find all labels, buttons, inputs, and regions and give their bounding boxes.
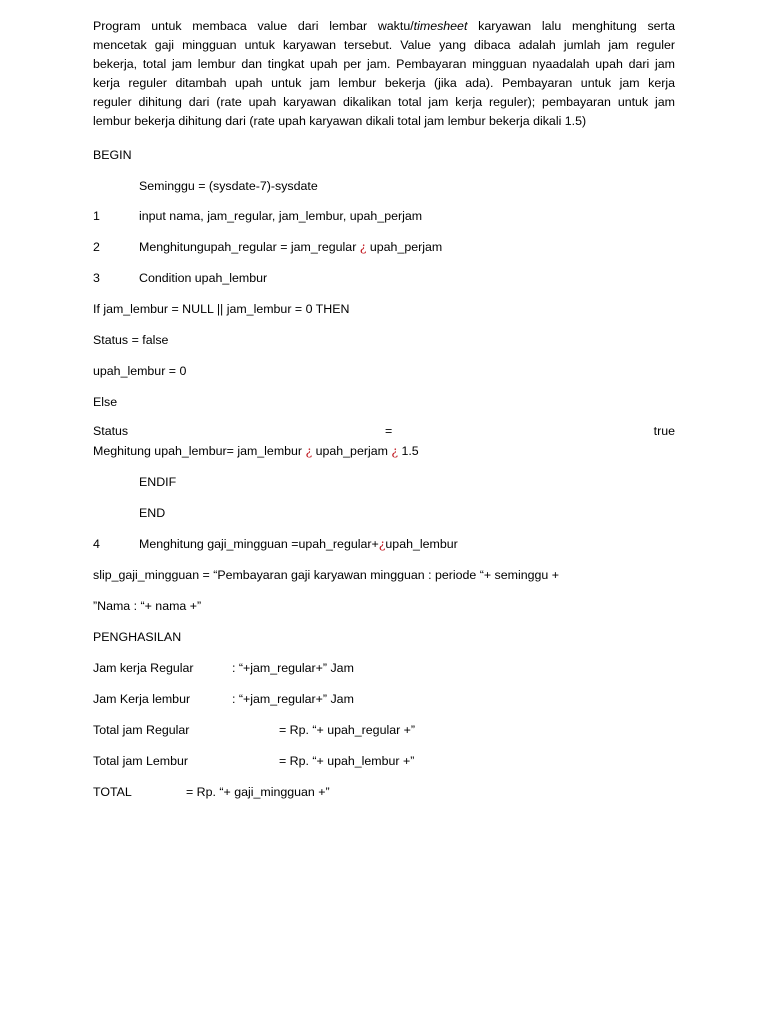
intro-line-2: mencetak gaji mingguan untuk karyawan tersebut. Value yang dibaca adalah jumlah jam reguler <box>93 38 675 52</box>
intro-line-6: lembur bekerja dihitung dari (rate upah karyawan dikali total jam lembur bekerja dikali 1.5) <box>93 114 587 128</box>
total-value: = Rp. “+ gaji_mingguan +” <box>186 785 330 799</box>
nama-line: ”Nama : “+ nama +” <box>93 599 202 613</box>
upah-lembur-zero-line: upah_lembur = 0 <box>93 364 187 378</box>
intro-line-1: Program untuk membaca value dari lembar waktu/timesheet karyawan lalu menghitung serta <box>93 19 676 33</box>
step-4-text: Menghitung gaji_mingguan =upah_regular+¿upah_lembur <box>139 536 458 551</box>
jam-kerja-lembur-value: : “+jam_regular+” Jam <box>232 692 354 706</box>
slip-gaji-line: slip_gaji_mingguan = “Pembayaran gaji karyawan mingguan : periode “+ seminggu + <box>93 568 559 582</box>
status-false-line: Status = false <box>93 333 169 347</box>
equals-sign: = <box>385 424 393 438</box>
intro-line-4: kerja reguler ditambah upah untuk jam lembur bekerja (jika ada). Pembayaran untuk jam kerja <box>93 76 675 90</box>
penghasilan-heading: PENGHASILAN <box>93 630 182 644</box>
total-jam-regular-value: = Rp. “+ upah_regular +” <box>279 723 416 737</box>
total-row <box>93 784 330 800</box>
jam-kerja-regular-value: : “+jam_regular+” Jam <box>232 661 354 675</box>
total-jam-lembur-value: = Rp. “+ upah_lembur +” <box>279 754 415 768</box>
step-1-text: input nama, jam_regular, jam_lembur, upah_perjam <box>139 209 423 223</box>
intro-line-3: bekerja, total jam lembur dan tingkat upah per jam. Pembayaran mingguan nyaadalah upah dari jam <box>93 57 675 71</box>
unknown-glyph: ¿ <box>305 443 313 458</box>
step-4-number: 4 <box>93 537 100 551</box>
end-keyword: END <box>139 506 166 520</box>
intro-paragraph <box>93 17 675 131</box>
meghitung-line: Meghitung upah_lembur= jam_lembur ¿ upah_perjam ¿ 1.5 <box>93 443 419 458</box>
unknown-glyph: ¿ <box>378 536 386 551</box>
intro-line-5: reguler dihitung dari (rate upah karyawan dikalikan total jam kerja reguler); pembayaran untuk jam <box>93 95 675 109</box>
status-word: Status <box>93 424 129 438</box>
if-statement: If jam_lembur = NULL || jam_lembur = 0 THEN <box>93 302 350 316</box>
jam-kerja-lembur-label: Jam Kerja lembur <box>93 692 191 706</box>
total-jam-lembur-row <box>93 753 415 769</box>
total-jam-regular-label: Total jam Regular <box>93 723 190 737</box>
step-2-number: 2 <box>93 240 100 254</box>
true-word: true <box>653 424 675 438</box>
jam-kerja-regular-label: Jam kerja Regular <box>93 661 194 675</box>
total-jam-regular-row <box>93 722 416 738</box>
endif-keyword: ENDIF <box>139 475 177 489</box>
timesheet-term: timesheet <box>413 19 468 33</box>
unknown-glyph: ¿ <box>359 239 367 254</box>
seminggu-line: Seminggu = (sysdate-7)-sysdate <box>139 179 318 193</box>
jam-kerja-lembur-row <box>93 691 354 707</box>
status-true-line <box>93 424 675 440</box>
unknown-glyph: ¿ <box>391 443 399 458</box>
step-3-number: 3 <box>93 271 100 285</box>
step-2-text: Menghitungupah_regular = jam_regular ¿ upah_perjam <box>139 239 443 254</box>
else-keyword: Else <box>93 395 118 409</box>
begin-keyword: BEGIN <box>93 148 132 162</box>
total-jam-lembur-label: Total jam Lembur <box>93 754 189 768</box>
jam-kerja-regular-row <box>93 660 354 676</box>
step-3-text: Condition upah_lembur <box>139 271 268 285</box>
step-1-number: 1 <box>93 209 100 223</box>
total-label: TOTAL <box>93 785 132 799</box>
